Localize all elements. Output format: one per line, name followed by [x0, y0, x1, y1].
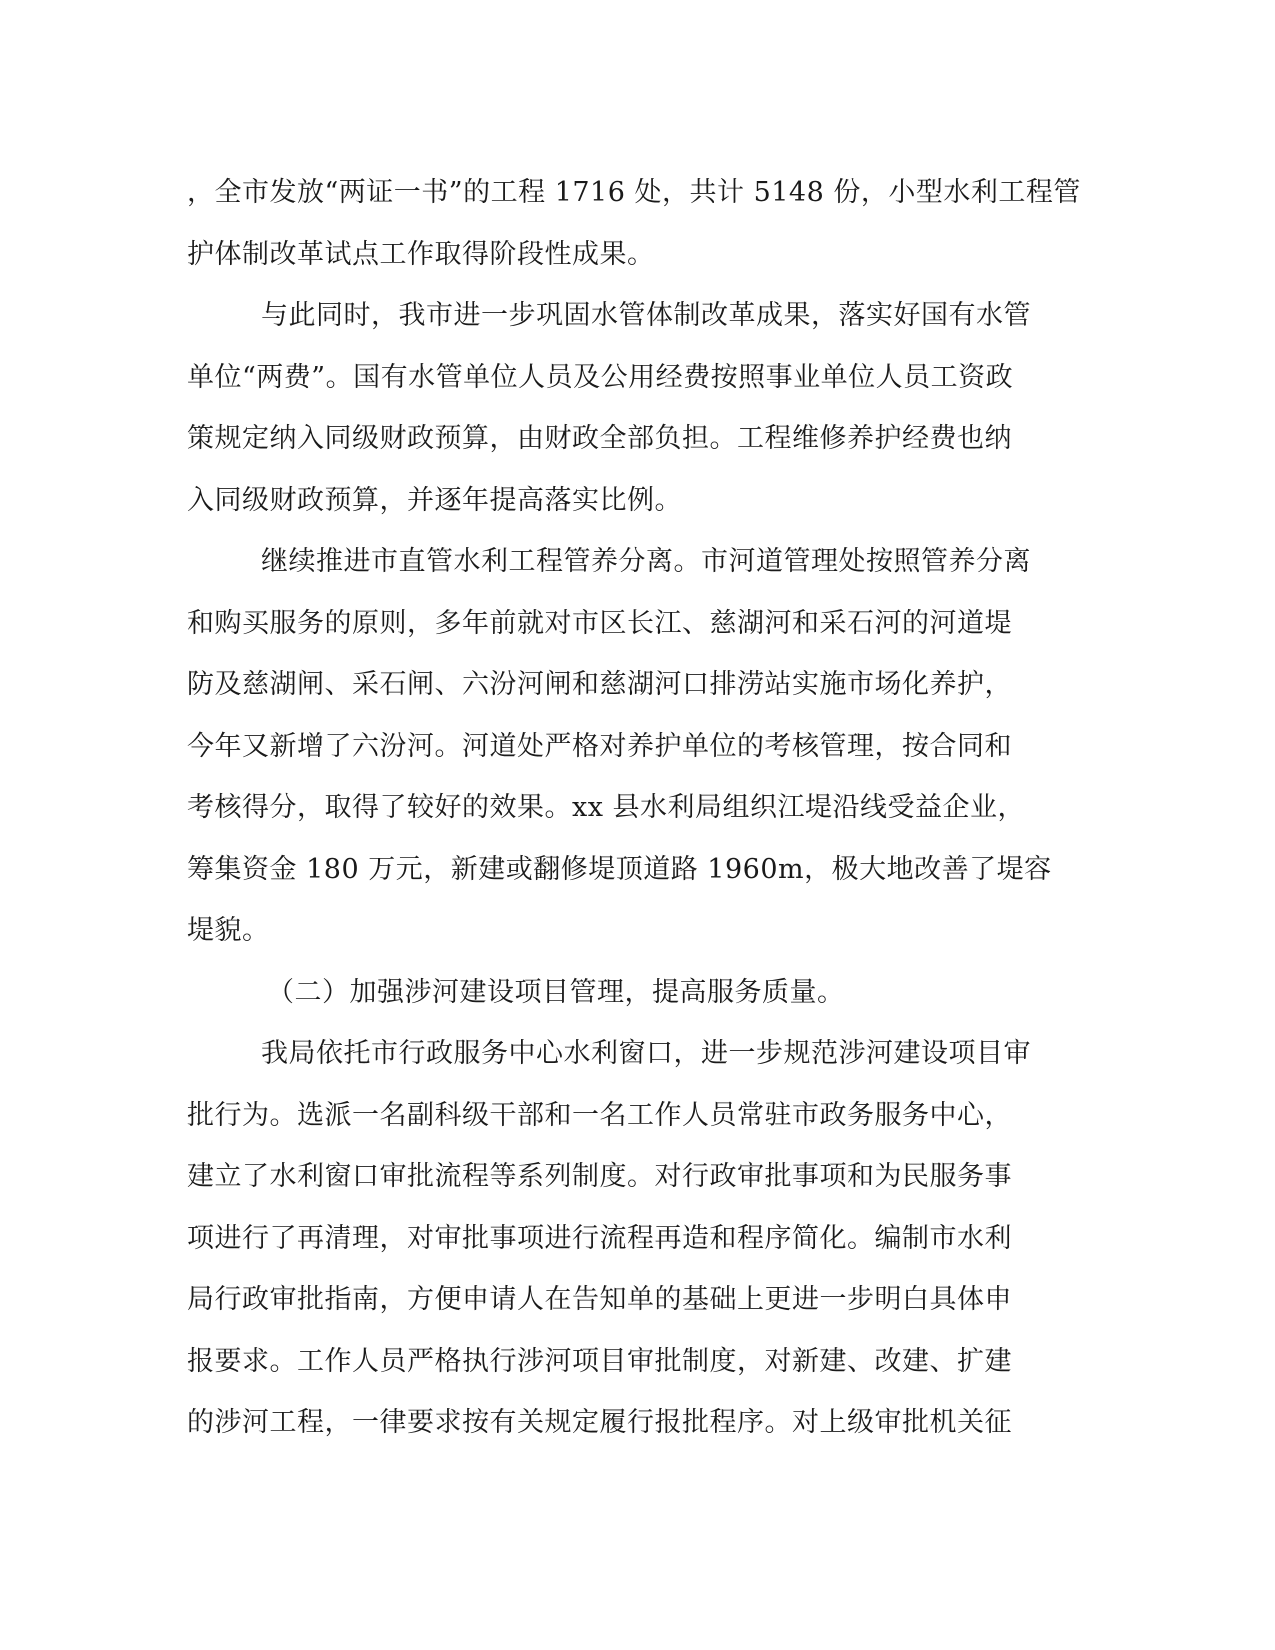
text-line: 局行政审批指南，方便申请人在告知单的基础上更进一步明白具体申 [187, 1284, 1012, 1315]
text-line: 建立了水利窗口审批流程等系列制度。对行政审批事项和为民服务事 [187, 1161, 1012, 1192]
text-line: ，全市发放“两证一书”的工程 1716 处，共计 5148 份，小型水利工程管 [187, 177, 1081, 208]
text-line: 单位“两费”。国有水管单位人员及公用经费按照事业单位人员工资政 [187, 361, 1014, 393]
section-heading: （二）加强涉河建设项目管理，提高服务质量。 [267, 976, 845, 1008]
text-line: 的涉河工程，一律要求按有关规定履行报批程序。对上级审批机关征 [187, 1407, 1012, 1438]
text-line: 和购买服务的原则，多年前就对市区长江、慈湖河和采石河的河道堤 [187, 607, 1012, 639]
text-line: 堤貌。 [187, 915, 270, 946]
text-line: 护体制改革试点工作取得阶段性成果。 [187, 238, 655, 270]
paragraph-start-line: 与此同时，我市进一步巩固水管体制改革成果，落实好国有水管 [261, 300, 1031, 331]
text-line: 项进行了再清理，对审批事项进行流程再造和程序简化。编制市水利 [187, 1222, 1012, 1254]
text-line: 今年又新增了六汾河。河道处严格对养护单位的考核管理，按合同和 [187, 730, 1012, 762]
text-line: 防及慈湖闸、采石闸、六汾河闸和慈湖河口排涝站实施市场化养护， [187, 669, 1012, 700]
text-line: 考核得分，取得了较好的效果。xx 县水利局组织江堤沿线受益企业， [187, 792, 1026, 823]
paragraph-start-line: 我局依托市行政服务中心水利窗口，进一步规范涉河建设项目审 [261, 1038, 1031, 1069]
text-line: 筹集资金 180 万元，新建或翻修堤顶道路 1960m，极大地改善了堤容 [187, 853, 1052, 885]
text-line: 策规定纳入同级财政预算，由财政全部负担。工程维修养护经费也纳 [187, 423, 1012, 454]
text-line: 入同级财政预算，并逐年提高落实比例。 [187, 484, 682, 516]
text-line: 报要求。工作人员严格执行涉河项目审批制度，对新建、改建、扩建 [187, 1345, 1012, 1377]
document-body [187, 162, 1081, 1454]
paragraph-start-line: 继续推进市直管水利工程管养分离。市河道管理处按照管养分离 [261, 546, 1031, 577]
text-line: 批行为。选派一名副科级干部和一名工作人员常驻市政务服务中心， [187, 1099, 1012, 1131]
